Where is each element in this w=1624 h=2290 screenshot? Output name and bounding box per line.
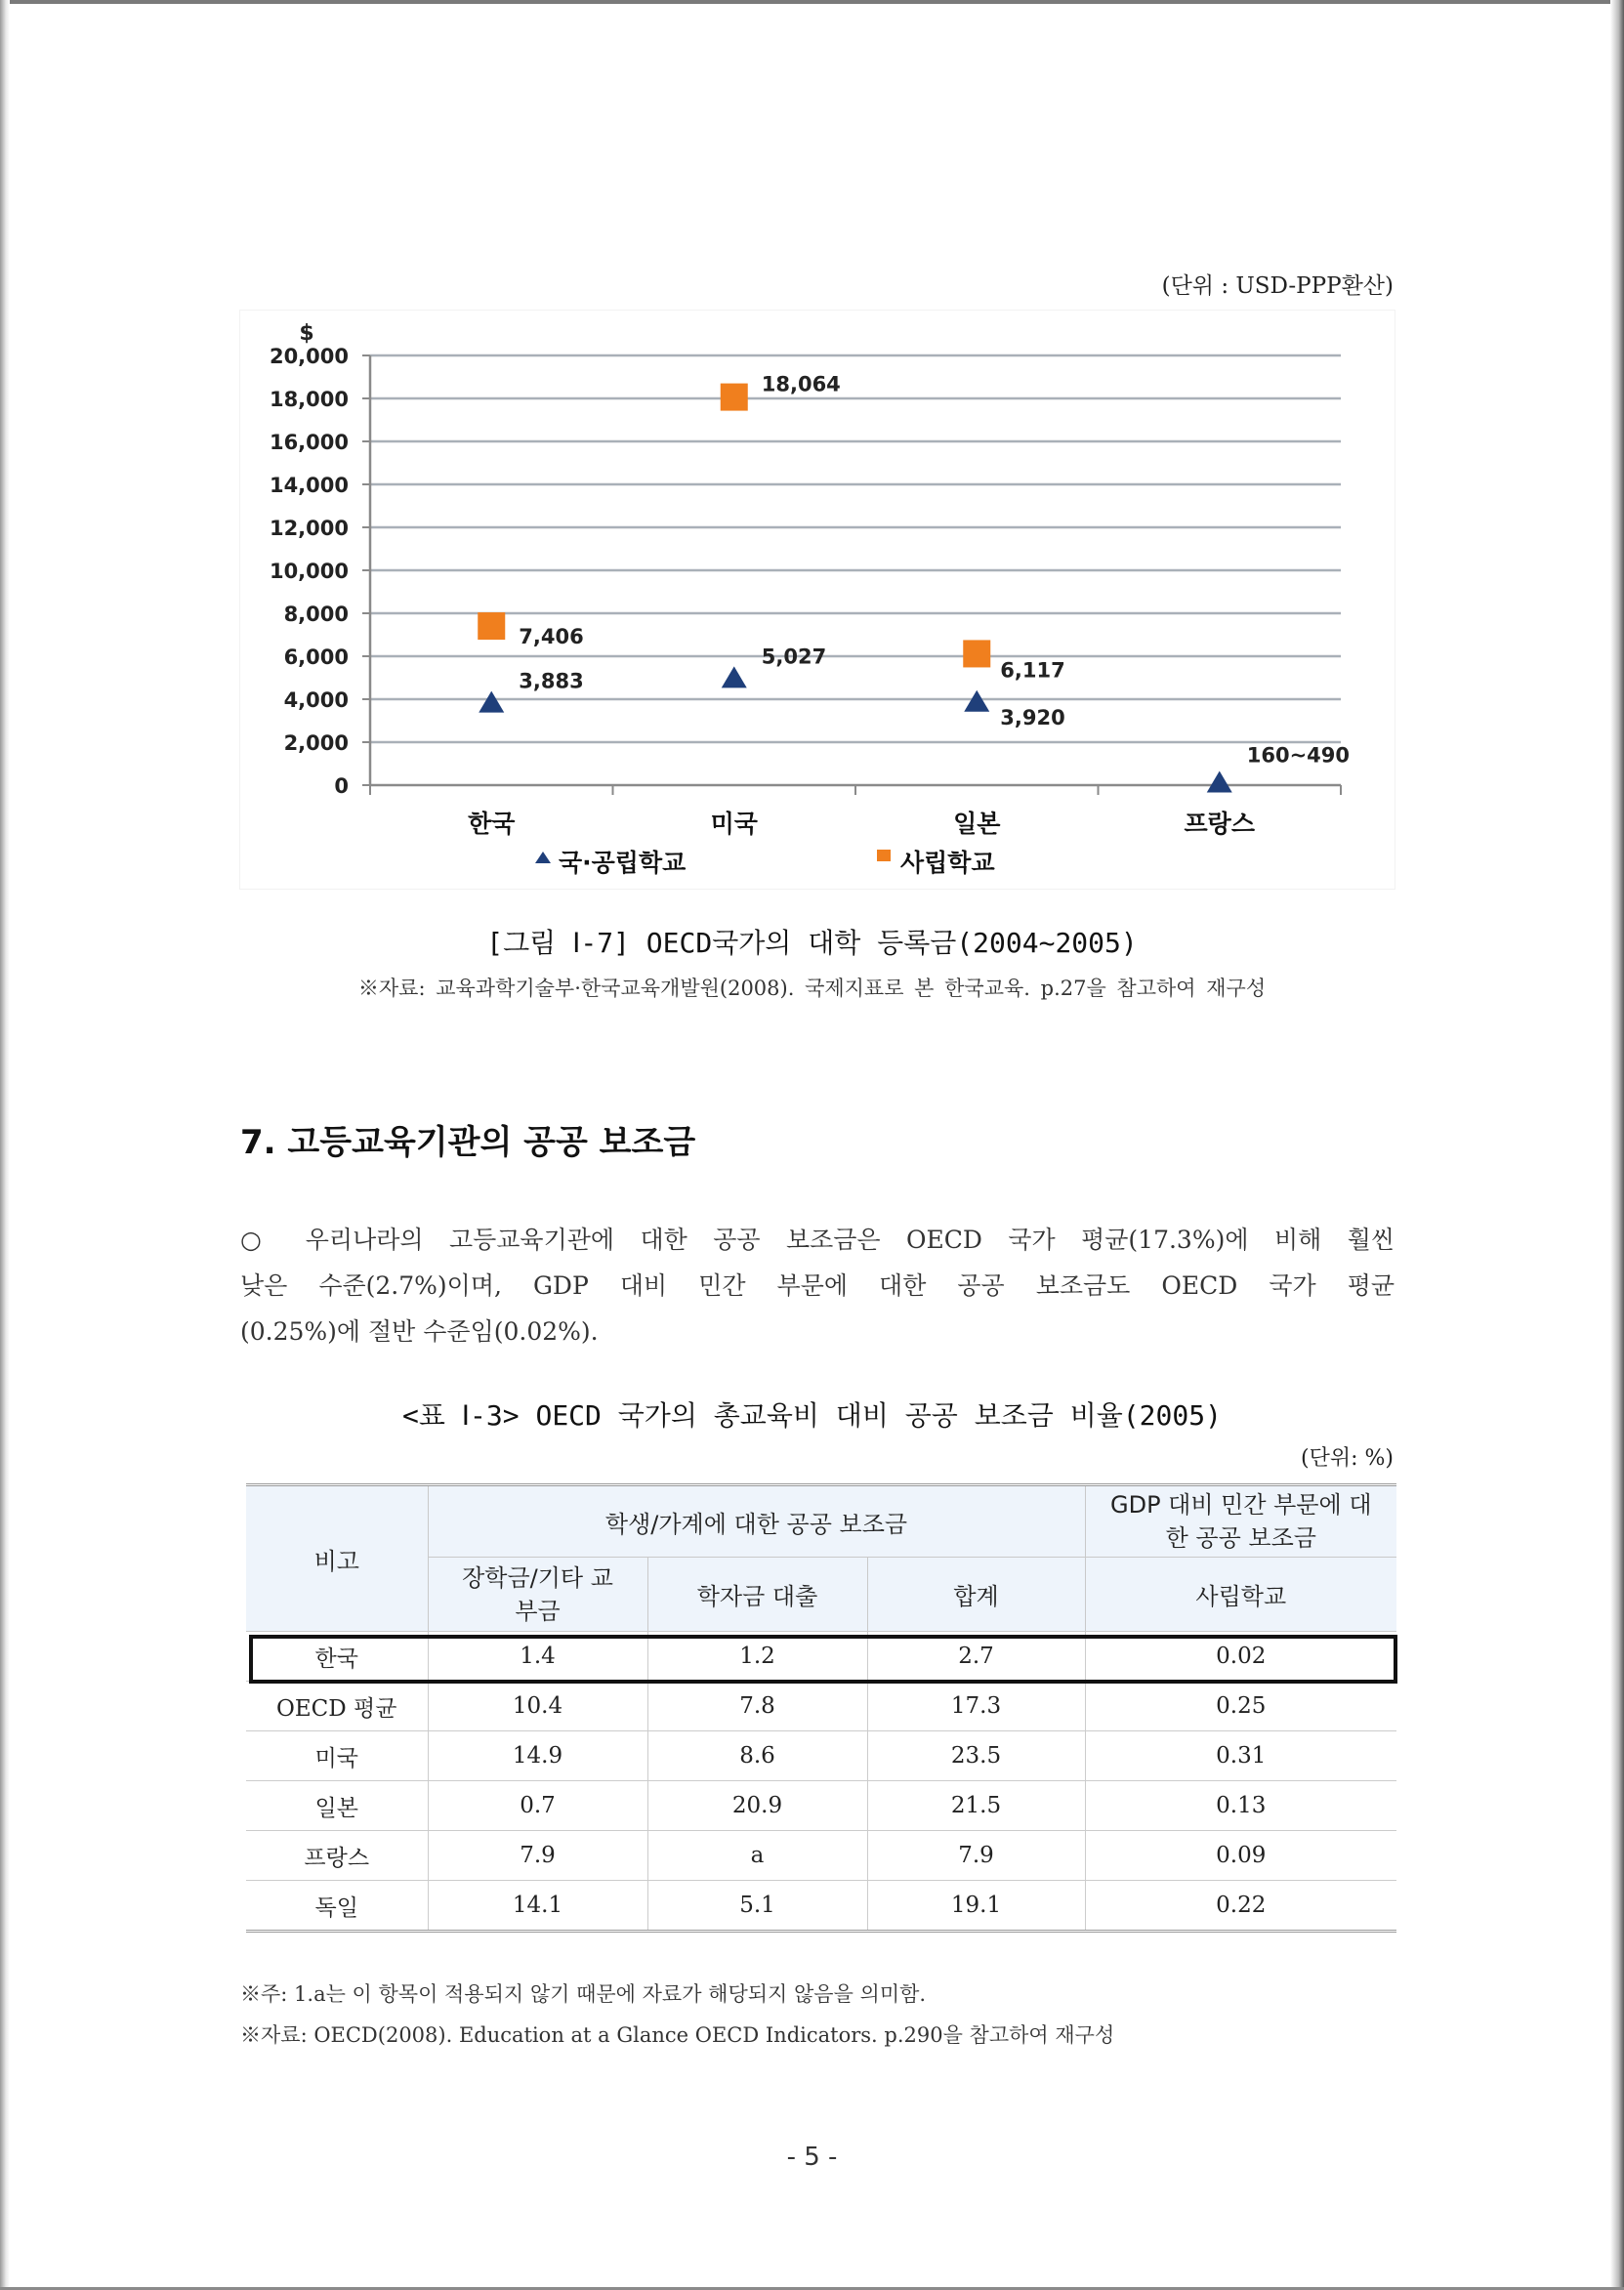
y-tick-label: 8,000 — [283, 603, 349, 626]
cell-total: 19.1 — [867, 1881, 1085, 1932]
paragraph-line: (0.25%)에 절반 수준임(0.02%). — [240, 1317, 599, 1346]
data-label: 3,920 — [1000, 705, 1065, 729]
legend-marker-triangle — [535, 852, 551, 863]
cell-scholarship: 1.4 — [428, 1632, 647, 1682]
x-category-label: 미국 — [710, 810, 758, 838]
row-country: 프랑스 — [246, 1831, 428, 1881]
data-point-square — [721, 384, 748, 411]
table-row — [246, 1831, 1396, 1881]
data-label: 7,406 — [519, 625, 584, 649]
header-cell-remark: 비고 — [246, 1485, 428, 1632]
y-tick-label: 10,000 — [269, 560, 349, 583]
data-label: 6,117 — [1000, 658, 1065, 683]
chart-svg — [240, 311, 1395, 889]
legend-label: 국·공립학교 — [559, 849, 687, 877]
table-row — [246, 1781, 1396, 1831]
cell-loan: 5.1 — [647, 1881, 867, 1932]
table-row — [246, 1881, 1396, 1932]
legend-label: 사립학교 — [900, 849, 995, 877]
cell-private: 0.31 — [1085, 1731, 1396, 1781]
cell-total: 7.9 — [867, 1831, 1085, 1881]
table-note: ※주: 1.a는 이 항목이 적용되지 않기 때문에 자료가 해당되지 않음을 의미함. — [240, 1982, 927, 2006]
row-country: 독일 — [246, 1881, 428, 1932]
y-tick-label: 0 — [334, 774, 349, 798]
y-axis-label: $ — [299, 321, 314, 346]
cell-loan: 8.6 — [647, 1731, 867, 1781]
section-heading: 7. 고등교육기관의 공공 보조금 — [240, 1123, 696, 1162]
table-row — [246, 1731, 1396, 1781]
cell-private: 0.09 — [1085, 1831, 1396, 1881]
cell-private: 0.22 — [1085, 1881, 1396, 1932]
header-private-school: 사립학교 — [1085, 1558, 1396, 1632]
cell-total: 2.7 — [867, 1632, 1085, 1682]
figure-source: ※자료: 교육과학기술부·한국교육개발원(2008). 국제지표로 본 한국교육. p.27을 참고하여 재구성 — [357, 977, 1267, 1000]
header-group-gdp: GDP 대비 민간 부문에 대한 공공 보조금 — [1085, 1485, 1396, 1558]
cell-scholarship: 10.4 — [428, 1682, 647, 1731]
cell-total: 17.3 — [867, 1682, 1085, 1731]
page-left-edge — [0, 0, 10, 2290]
data-point-triangle — [964, 690, 989, 712]
page-right-edge — [1610, 0, 1624, 2290]
y-tick-label: 14,000 — [269, 474, 349, 497]
data-label: 18,064 — [761, 372, 841, 396]
cell-scholarship: 14.9 — [428, 1731, 647, 1781]
data-point-triangle — [1207, 770, 1232, 792]
cell-loan: 20.9 — [647, 1781, 867, 1831]
header-total: 합계 — [867, 1558, 1085, 1632]
data-point-triangle — [479, 691, 504, 713]
cell-private: 0.13 — [1085, 1781, 1396, 1831]
x-category-label: 프랑스 — [1184, 810, 1255, 838]
cell-total: 23.5 — [867, 1731, 1085, 1781]
data-point-square — [478, 612, 505, 640]
table-source: ※자료: OECD(2008). Education at a Glance OECD Indicators. p.290을 참고하여 재구성 — [240, 2023, 1115, 2047]
header-scholarship: 장학금/기타 교부금 — [428, 1558, 647, 1632]
page-top-edge — [0, 0, 1624, 4]
header-group-student: 학생/가계에 대한 공공 보조금 — [428, 1485, 1085, 1558]
cell-loan: 1.2 — [647, 1632, 867, 1682]
y-tick-label: 12,000 — [269, 517, 349, 540]
subsidy-table — [246, 1483, 1396, 1933]
data-label: 5,027 — [761, 645, 827, 669]
data-point-triangle — [722, 666, 747, 687]
cell-scholarship: 0.7 — [428, 1781, 647, 1831]
header-loan: 학자금 대출 — [647, 1558, 867, 1632]
chart-unit-note: (단위 : USD-PPP환산) — [1161, 273, 1394, 299]
cell-scholarship: 14.1 — [428, 1881, 647, 1932]
legend-marker-square — [877, 850, 891, 861]
y-tick-label: 6,000 — [283, 645, 349, 669]
cell-private: 0.02 — [1085, 1632, 1396, 1682]
y-tick-label: 4,000 — [283, 688, 349, 712]
page-number: - 5 - — [786, 2143, 838, 2172]
data-label: 3,883 — [519, 669, 584, 693]
cell-loan: 7.8 — [647, 1682, 867, 1731]
y-tick-label: 18,000 — [269, 388, 349, 411]
row-country: 미국 — [246, 1731, 428, 1781]
y-tick-label: 20,000 — [269, 345, 349, 368]
y-tick-label: 16,000 — [269, 431, 349, 454]
cell-private: 0.25 — [1085, 1682, 1396, 1731]
table-title: <표 Ⅰ-3> OECD 국가의 총교육비 대비 공공 보조금 비율(2005) — [402, 1399, 1222, 1432]
cell-total: 21.5 — [867, 1781, 1085, 1831]
x-category-label: 일본 — [953, 810, 1001, 838]
tuition-chart — [240, 311, 1395, 889]
data-point-square — [963, 640, 990, 667]
table-row — [246, 1632, 1396, 1682]
table-row — [246, 1682, 1396, 1731]
paragraph-line: 낮은 수준(2.7%)이며, GDP 대비 민간 부문에 대한 공공 보조금도 OECD 국가 평균 — [240, 1271, 1395, 1300]
y-tick-label: 2,000 — [283, 731, 349, 755]
row-country: OECD 평균 — [246, 1682, 428, 1731]
cell-loan: a — [647, 1831, 867, 1881]
data-label: 160~490 — [1246, 743, 1351, 768]
row-country: 일본 — [246, 1781, 428, 1831]
x-category-label: 한국 — [468, 810, 516, 838]
paragraph-line: ○ 우리나라의 고등교육기관에 대한 공공 보조금은 OECD 국가 평균(17.3%)에 비해 훨씬 — [240, 1226, 1395, 1254]
row-country: 한국 — [246, 1632, 428, 1682]
figure-caption: [그림 Ⅰ-7] OECD국가의 대학 등록금(2004~2005) — [486, 927, 1138, 959]
table-unit: (단위: %) — [1301, 1446, 1394, 1471]
cell-scholarship: 7.9 — [428, 1831, 647, 1881]
